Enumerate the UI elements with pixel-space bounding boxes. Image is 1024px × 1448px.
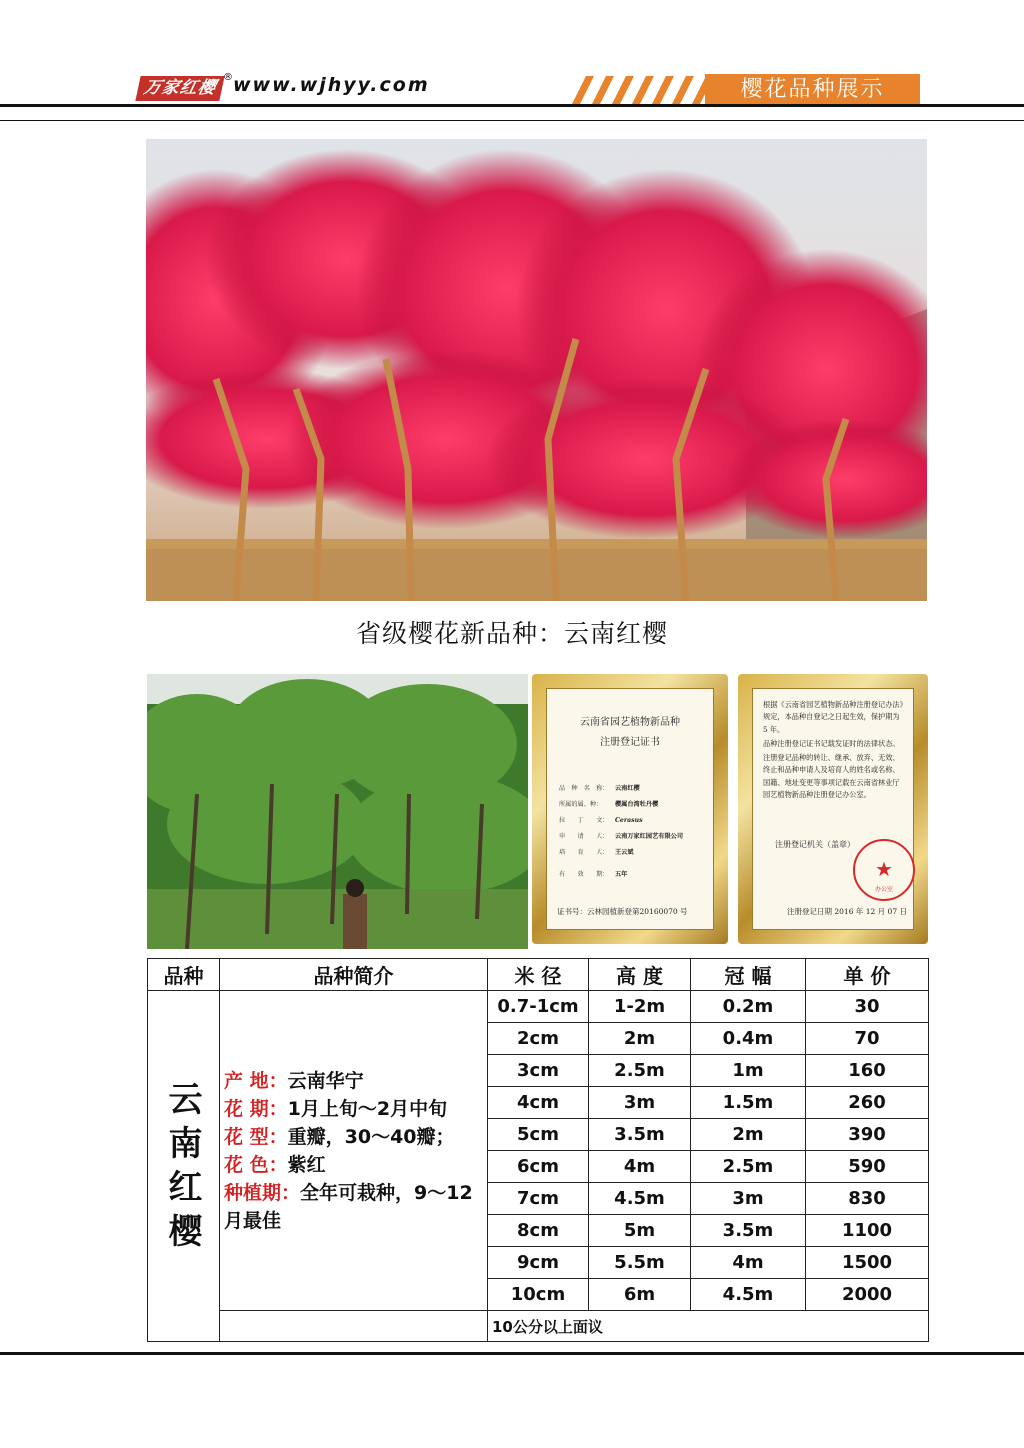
certificate-row: 有 效 期： 五年 xyxy=(559,871,628,878)
cell-crown: 4.5m xyxy=(691,1279,806,1311)
cell-diameter: 0.7-1cm xyxy=(488,991,589,1023)
certificate-number: 证书号：云林园植新登第20160070 号 xyxy=(557,907,688,916)
cell-crown: 1m xyxy=(691,1055,806,1087)
seal-text: 办公室 xyxy=(874,886,893,893)
cell-crown: 4m xyxy=(691,1247,806,1279)
desc-bloom-period: 花 期：1月上旬～2月中旬 xyxy=(224,1097,448,1120)
certificate-front-body xyxy=(546,688,714,930)
footer-rule xyxy=(0,1352,1024,1355)
certificate-row: 拉 丁 文： Cerasus xyxy=(559,817,643,824)
certificate-authority: 注册登记机关（盖章） xyxy=(775,840,855,849)
price-table xyxy=(147,958,929,1342)
header-rule xyxy=(0,104,1024,107)
variety-cell xyxy=(148,991,220,1342)
table-note-row xyxy=(148,1311,929,1342)
col-header-price: 单 价 xyxy=(806,959,929,991)
col-header-variety: 品种 xyxy=(148,959,220,991)
desc-flower-type: 花 型：重瓣，30～40瓣； xyxy=(224,1125,455,1148)
cell-height: 1-2m xyxy=(589,991,691,1023)
negotiable-note: 10公分以上面议 xyxy=(488,1311,929,1342)
cell-diameter: 8cm xyxy=(488,1215,589,1247)
desc-planting-period: 种植期：全年可栽种，9～12月最佳 xyxy=(224,1181,473,1232)
certificate-terms xyxy=(763,699,905,803)
desc-origin: 产 地：云南华宁 xyxy=(224,1069,364,1092)
cell-crown: 0.2m xyxy=(691,991,806,1023)
variety-description xyxy=(220,991,488,1311)
col-header-diameter: 米 径 xyxy=(488,959,589,991)
cell-height: 4m xyxy=(589,1151,691,1183)
cherry-tree-photo xyxy=(146,139,927,601)
cell-price: 160 xyxy=(806,1055,929,1087)
note-spacer xyxy=(220,1311,488,1342)
certificate-row: 培 育 人： 王云斌 xyxy=(559,849,634,856)
cell-crown: 3m xyxy=(691,1183,806,1215)
certificate-title: 云南省园艺植物新品种 xyxy=(580,717,680,728)
cell-height: 2.5m xyxy=(589,1055,691,1087)
grove-photo xyxy=(147,674,528,949)
cell-price: 830 xyxy=(806,1183,929,1215)
brand-logo: 万家红樱 xyxy=(135,76,224,101)
cell-crown: 2m xyxy=(691,1119,806,1151)
cell-height: 3.5m xyxy=(589,1119,691,1151)
cell-price: 390 xyxy=(806,1119,929,1151)
website-url[interactable]: www.wjhyy.com xyxy=(233,74,430,96)
certificate-row: 品 种 名 称： 云南红樱 xyxy=(559,785,640,792)
certificate-paragraph: 品种注册登记证书记载发证时的法律状态。 xyxy=(763,738,900,748)
cell-crown: 2.5m xyxy=(691,1151,806,1183)
cell-crown: 3.5m xyxy=(691,1215,806,1247)
registered-mark: ® xyxy=(223,72,233,83)
cell-height: 4.5m xyxy=(589,1183,691,1215)
cell-diameter: 5cm xyxy=(488,1119,589,1151)
seal-star-icon: ★ xyxy=(875,857,893,881)
cell-diameter: 6cm xyxy=(488,1151,589,1183)
col-header-intro: 品种简介 xyxy=(220,959,488,991)
cell-diameter: 3cm xyxy=(488,1055,589,1087)
cell-diameter: 2cm xyxy=(488,1023,589,1055)
cell-height: 5m xyxy=(589,1215,691,1247)
col-header-height: 高 度 xyxy=(589,959,691,991)
cell-price: 260 xyxy=(806,1087,929,1119)
certificate-row: 申 请 人： 云南万家红园艺有限公司 xyxy=(559,833,684,840)
header-rule-thin xyxy=(0,120,1024,121)
certificate-paragraph: 注册登记品种的转让、继承、放弃、无效、终止和品种申请人及培育人的姓名或名称、国籍、地址变更等事项记载在云南省林业厅园艺植物新品种注册登记办公室。 xyxy=(763,753,900,800)
col-header-crown: 冠 幅 xyxy=(691,959,806,991)
cell-diameter: 9cm xyxy=(488,1247,589,1279)
decorative-stripes xyxy=(552,76,712,104)
cell-height: 6m xyxy=(589,1279,691,1311)
hero-caption: 省级樱花新品种：云南红樱 xyxy=(355,619,668,648)
certificate-back-body xyxy=(752,688,914,930)
official-seal xyxy=(853,839,915,901)
page-header xyxy=(0,0,1024,120)
cell-crown: 1.5m xyxy=(691,1087,806,1119)
certificate-back xyxy=(738,674,928,944)
cell-price: 30 xyxy=(806,991,929,1023)
section-title-banner: 樱花品种展示 xyxy=(705,74,920,106)
cell-price: 1500 xyxy=(806,1247,929,1279)
cell-crown: 0.4m xyxy=(691,1023,806,1055)
cell-diameter: 4cm xyxy=(488,1087,589,1119)
cell-price: 70 xyxy=(806,1023,929,1055)
certificate-front xyxy=(532,674,728,944)
certificate-date: 注册登记日期 2016 年 12 月 07 日 xyxy=(787,907,907,916)
table-row xyxy=(148,991,929,1023)
cell-diameter: 7cm xyxy=(488,1183,589,1215)
variety-name: 云南红樱 xyxy=(168,1080,203,1252)
certificate-subtitle: 注册登记证书 xyxy=(600,737,660,748)
cell-height: 2m xyxy=(589,1023,691,1055)
cell-height: 5.5m xyxy=(589,1247,691,1279)
table-header-row xyxy=(148,959,929,991)
cell-diameter: 10cm xyxy=(488,1279,589,1311)
cell-price: 590 xyxy=(806,1151,929,1183)
certificate-paragraph: 根据《云南省园艺植物新品种注册登记办法》规定，本品种自登记之日起生效，保护期为 5 年。 xyxy=(763,700,904,734)
cell-height: 3m xyxy=(589,1087,691,1119)
cell-price: 2000 xyxy=(806,1279,929,1311)
cell-price: 1100 xyxy=(806,1215,929,1247)
certificate-row: 所属的属、种： 樱属台湾牡丹樱 xyxy=(559,801,659,808)
desc-flower-color: 花 色：紫红 xyxy=(224,1153,326,1176)
